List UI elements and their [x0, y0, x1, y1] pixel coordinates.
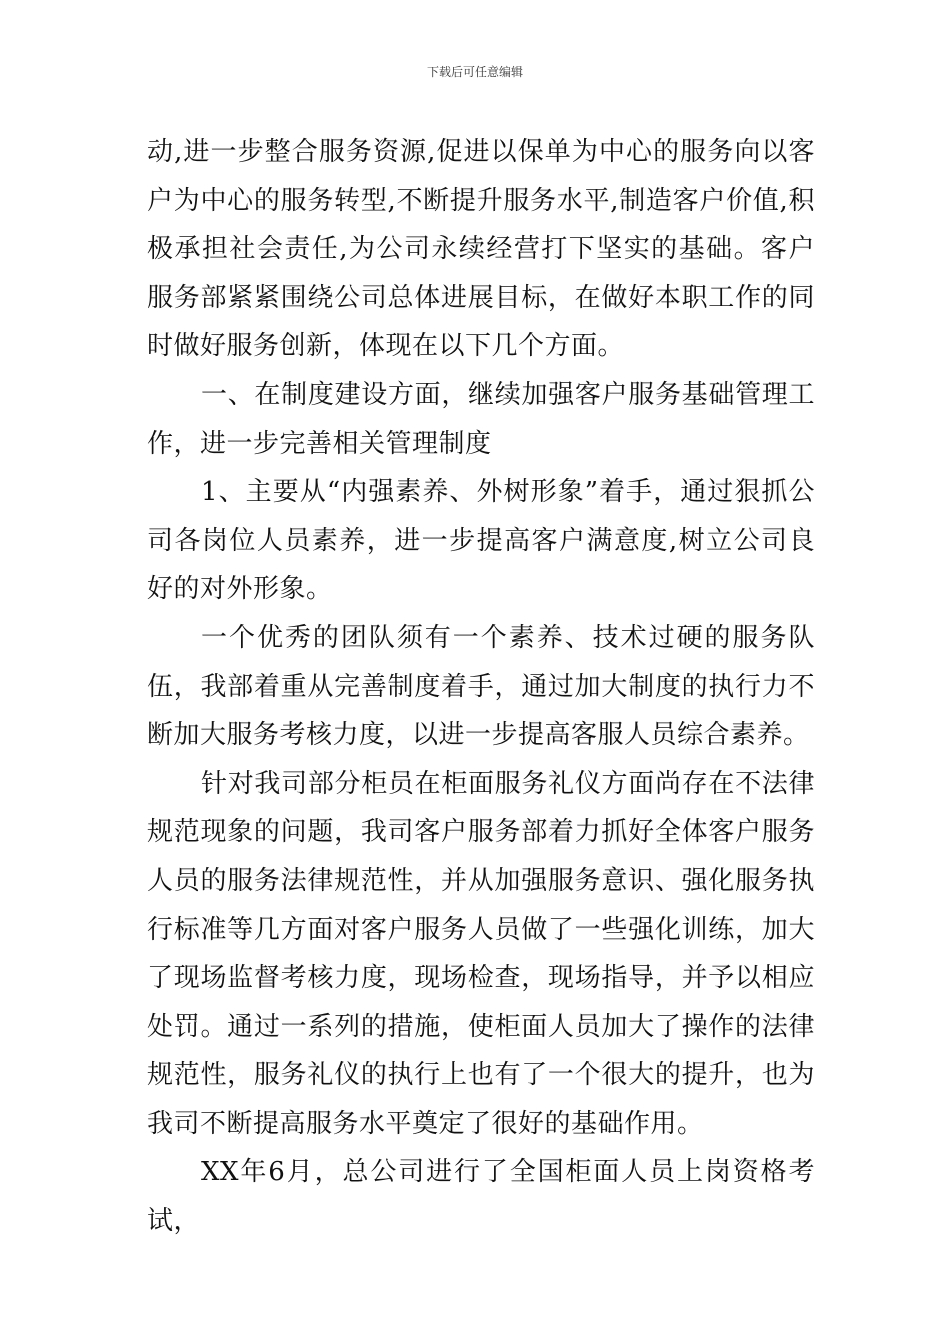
paragraph-point-1: 1、主要从“内强素养、外树形象”着手，通过狠抓公司各岗位人员素养，进一步提高客户满意度,树立公司良好的对外形象。 [147, 477, 815, 605]
paragraph-team: 一个优秀的团队须有一个素养、技术过硬的服务队伍，我部着重从完善制度着手，通过加大制度的执行力不断加大服务考核力度，以进一步提高客服人员综合素养。 [147, 622, 815, 751]
paragraph-continuation: 动,进一步整合服务资源,促进以保单为中心的服务向以客户为中心的服务转型,不断提升服务水平,制造客户价值,积极承担社会责任,为公司永续经营打下坚实的基础。客户服务部紧紧围绕公司总体进展目标，在做好本职工作的同时做好服务创新，体现在以下几个方面。 [147, 137, 815, 362]
paragraph-exam: XX年6月，总公司进行了全国柜面人员上岗资格考试， [147, 1157, 815, 1237]
page-header: 下载后可任意编辑 [426, 65, 523, 79]
paragraph-section-heading: 一、在制度建设方面，继续加强客户服务基础管理工作，进一步完善相关管理制度 [147, 379, 815, 459]
paragraph-etiquette: 针对我司部分柜员在柜面服务礼仪方面尚存在不法律规范现象的问题，我司客户服务部着力抓好全体客户服务人员的服务法律规范性，并从加强服务意识、强化服务执行标准等几方面对客户服务人员做了一些强化训练，加大了现场监督考核力度，现场检查，现场指导，并予以相应处罚。通过一系列的措施，使柜面人员加大了操作的法律规范性，服务礼仪的执行上也有了一个很大的提升，也为我司不断提高服务水平奠定了很好的基础作用。 [147, 768, 815, 1139]
document-body [147, 128, 815, 1246]
